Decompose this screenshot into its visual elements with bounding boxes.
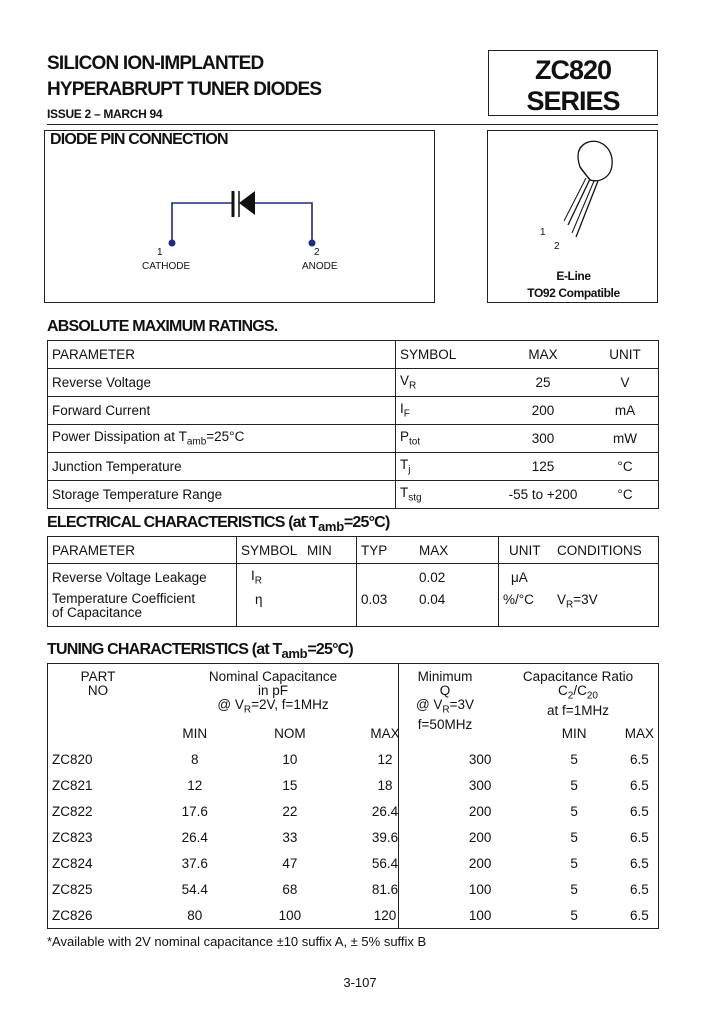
unit-cell: %/°C — [499, 590, 554, 627]
tuning-table — [47, 663, 659, 929]
header-nominal-capacitance: Nominal Capacitance in pF @ $V_R=2V$, f=1MHz — [208, 669, 338, 716]
q-cell: 200 — [468, 855, 492, 871]
diode-triangle — [239, 191, 255, 215]
anode-lead — [255, 203, 312, 241]
min-cell — [305, 564, 357, 591]
header-min: MIN — [305, 537, 357, 564]
q-cell: 200 — [468, 829, 492, 845]
table-row — [48, 824, 658, 850]
abs-max-title: ABSOLUTE MAXIMUM RATINGS. — [47, 318, 278, 335]
part-cell: ZC823 — [52, 829, 93, 845]
max-cell: 12 — [377, 751, 393, 767]
conditions-cell: $V_R=3V$ — [557, 592, 598, 611]
q-cell: 100 — [468, 907, 492, 923]
table-row — [48, 746, 658, 772]
package-pin1: 1 — [540, 227, 546, 238]
param-cell: Power Dissipation at $T_{amb}=25^\circ C$ — [48, 425, 396, 453]
electrical-table — [47, 536, 659, 627]
q-cell: 300 — [468, 777, 492, 793]
table-row — [48, 481, 659, 509]
unit-cell: V — [592, 369, 659, 397]
min-cell — [305, 590, 357, 627]
conditions-cell — [553, 564, 659, 591]
cathode-lead — [172, 203, 233, 241]
part-cell: ZC826 — [52, 907, 93, 923]
pin2-number: 2 — [314, 247, 320, 258]
ratio-min-cell: 5 — [570, 881, 578, 897]
symbol-cell: $T_j$ — [396, 453, 495, 481]
ratio-max-cell: 6.5 — [629, 777, 649, 793]
title-line-2: HYPERABRUPT TUNER DIODES — [47, 79, 322, 100]
max-cell: 18 — [377, 777, 393, 793]
ratio-min-cell: 5 — [570, 777, 578, 793]
pin2-label: ANODE — [302, 261, 338, 272]
unit-cell: μA — [499, 564, 554, 591]
min-cell: 26.4 — [181, 829, 208, 845]
ratio-min-cell: 5 — [570, 855, 578, 871]
param-cell: Junction Temperature — [48, 453, 396, 481]
table-row — [48, 772, 658, 798]
header-typ: TYP — [357, 537, 416, 564]
series-label: SERIES — [526, 86, 620, 116]
ratio-max-cell: 6.5 — [629, 803, 649, 819]
max-cell: 0.04 — [419, 592, 446, 607]
header-parameter: PARAMETER — [48, 341, 396, 369]
title-line-1: SILICON ION-IMPLANTED — [47, 53, 264, 74]
unit-cell: °C — [592, 453, 659, 481]
ratio-min-cell: 5 — [570, 751, 578, 767]
ratio-max-cell: 6.5 — [629, 881, 649, 897]
page-number: 3-107 — [343, 975, 377, 990]
header-unit: UNIT — [499, 537, 554, 564]
max-cell: 300 — [494, 425, 592, 453]
max-cell: 125 — [494, 453, 592, 481]
table-row — [48, 902, 658, 928]
pin2-dot — [309, 240, 316, 247]
unit-cell: mA — [592, 397, 659, 425]
pin1-dot — [169, 240, 176, 247]
package-box — [487, 130, 658, 303]
header-symbol: SYMBOL — [237, 537, 306, 564]
table-header-row — [48, 341, 659, 369]
nom-cell: 15 — [282, 777, 298, 793]
electrical-title: ELECTRICAL CHARACTERISTICS (at $T_{amb}=25^\circ C$) — [47, 514, 390, 535]
unit-cell: °C — [617, 487, 633, 502]
package-type: E-Line — [556, 269, 591, 283]
min-cell: 12 — [187, 777, 203, 793]
max-cell: -55 to +200 — [508, 487, 578, 502]
max-cell: 200 — [494, 397, 592, 425]
unit-cell: mW — [592, 425, 659, 453]
pin1-label: CATHODE — [142, 261, 191, 272]
header-ratio-min: MIN — [561, 725, 587, 741]
max-cell: 26.4 — [371, 803, 399, 819]
header-rule — [47, 124, 658, 125]
ratio-max-cell: 6.5 — [629, 751, 649, 767]
symbol-cell: $I_R$ — [237, 564, 306, 591]
q-cell: 300 — [468, 751, 492, 767]
table-row — [48, 397, 659, 425]
part-cell: ZC824 — [52, 855, 93, 871]
ratio-min-cell: 5 — [570, 829, 578, 845]
symbol-cell: η — [237, 590, 306, 627]
max-cell: 56.4 — [371, 855, 399, 871]
tuning-footnote: *Available with 2V nominal capacitance ±10 suffix A, ± 5% suffix B — [47, 934, 427, 949]
nom-cell: 10 — [282, 751, 298, 767]
nom-cell: 33 — [282, 829, 298, 845]
max-cell: 39.6 — [371, 829, 399, 845]
header-conditions: CONDITIONS — [553, 537, 659, 564]
max-cell: 0.02 — [419, 569, 446, 585]
package-pin2: 2 — [554, 241, 560, 252]
table-row — [48, 590, 659, 627]
table-header-row — [48, 537, 659, 564]
q-cell: 100 — [468, 881, 492, 897]
part-cell: ZC825 — [52, 881, 93, 897]
series-name: ZC820 — [534, 55, 612, 85]
table-row — [48, 564, 659, 591]
max-cell: 81.6 — [371, 881, 399, 897]
q-cell: 200 — [468, 803, 492, 819]
min-cell: 54.4 — [181, 881, 208, 897]
header-ratio-max: MAX — [624, 725, 654, 741]
ratio-max-cell: 6.5 — [629, 855, 649, 871]
header-unit: UNIT — [592, 341, 659, 369]
max-cell: 25 — [494, 369, 592, 397]
header-max: MAX — [494, 341, 592, 369]
table-row — [48, 369, 659, 397]
nom-cell: 68 — [282, 881, 298, 897]
min-cell: 37.6 — [181, 855, 208, 871]
param-cell: Reverse Voltage — [48, 369, 396, 397]
pin-connection-box — [44, 130, 435, 303]
min-cell: 80 — [187, 907, 203, 923]
tuning-data — [48, 720, 658, 928]
header-symbol: SYMBOL — [396, 341, 495, 369]
ratio-min-cell: 5 — [570, 907, 578, 923]
package-compat: TO92 Compatible — [527, 286, 620, 300]
header-max: MAX — [415, 537, 499, 564]
param-cell: Temperature Coefficient of Capacitance — [52, 591, 196, 620]
pin-connection-title: DIODE PIN CONNECTION — [50, 131, 228, 148]
part-cell: ZC822 — [52, 803, 93, 819]
param-cell: Forward Current — [48, 397, 396, 425]
ratio-max-cell: 6.5 — [629, 907, 649, 923]
ratio-min-cell: 5 — [570, 803, 578, 819]
symbol-cell: $V_R$ — [396, 369, 495, 397]
part-cell: ZC821 — [52, 777, 93, 793]
table-row — [48, 876, 658, 902]
min-cell: 17.6 — [181, 803, 208, 819]
min-cell: 8 — [191, 751, 199, 767]
ratio-max-cell: 6.5 — [629, 829, 649, 845]
header-min: MIN — [182, 725, 208, 741]
abs-max-table — [47, 340, 659, 509]
typ-cell: 0.03 — [357, 590, 416, 627]
nom-cell: 47 — [282, 855, 298, 871]
tuning-title: TUNING CHARACTERISTICS (at $T_{amb}=25^\circ C$) — [47, 641, 353, 662]
table-row — [48, 453, 659, 481]
table-subheader-row — [48, 720, 658, 746]
pin1-number: 1 — [157, 247, 163, 258]
header-minimum-q: Minimum Q @ $V_R=3V$ f=50MHz — [415, 669, 475, 732]
header-capacitance-ratio: Capacitance Ratio $C_2/C_{20}$ at f=1MHz — [522, 669, 634, 718]
symbol-cell: $T_{stg}$ — [396, 481, 495, 509]
typ-cell — [357, 564, 416, 591]
series-box — [488, 50, 658, 116]
nom-cell: 22 — [282, 803, 298, 819]
table-row — [48, 850, 658, 876]
document-title — [47, 51, 321, 103]
diode-schematic — [145, 179, 325, 259]
header-parameter: PARAMETER — [48, 537, 237, 564]
table-row — [48, 798, 658, 824]
param-cell: Storage Temperature Range — [52, 487, 223, 502]
issue-date: ISSUE 2 – MARCH 94 — [47, 107, 163, 121]
param-cell: Reverse Voltage Leakage — [52, 569, 207, 585]
part-cell: ZC820 — [52, 751, 93, 767]
header-nom: NOM — [274, 725, 306, 741]
header-part: PART NO — [80, 669, 116, 698]
symbol-cell: $P_{tot}$ — [396, 425, 495, 453]
max-cell: 120 — [373, 907, 397, 923]
symbol-cell: $I_F$ — [396, 397, 495, 425]
header-max: MAX — [370, 725, 400, 741]
table-row — [48, 425, 659, 453]
nom-cell: 100 — [278, 907, 302, 923]
